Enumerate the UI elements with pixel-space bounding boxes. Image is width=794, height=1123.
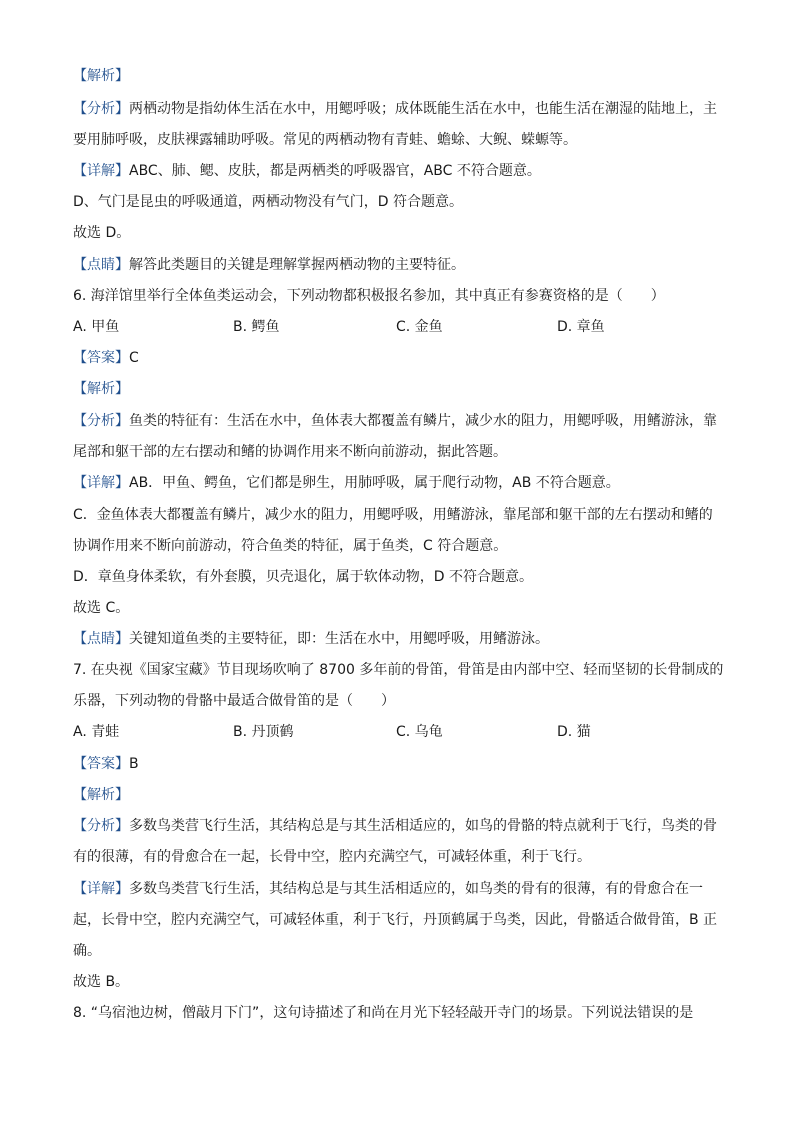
answer-value: B [129,756,139,772]
detail-paragraph [73,879,703,899]
text-line: 关键知道鱼类的主要特征，即：生活在水中，用鳃呼吸，用鳍游泳。 [129,631,549,647]
text-line: 鱼类的特征有：生活在水中，鱼体表大都覆盖有鳞片，减少水的阻力，用鳃呼吸，用鳍游泳，靠 [129,413,717,429]
analysis-paragraph [73,816,717,836]
analysis-heading: 【解析】 [73,787,129,803]
text-line: 多数鸟类营飞行生活，其结构总是与其生活相适应的，如鸟类的骨有的很薄，有的骨愈合在一 [129,881,703,897]
option-c: C. 乌龟 [396,724,443,740]
section-tag: 【详解】 [73,163,129,179]
option-d: D. 章鱼 [557,319,605,335]
answer-statement: 故选 C。 [73,600,130,616]
text-line: C．金鱼体表大都覆盖有鳞片，减少水的阻力，用鳃呼吸，用鳍游泳，靠尾部和躯干部的左右摆动和鳍的 [73,507,713,523]
question-stem-cont: 乐器，下列动物的骨骼中最适合做骨笛的是（ ） [73,693,395,709]
text-line: 协调作用来不断向前游动，符合鱼类的特征，属于鱼类，C 符合题意。 [73,538,508,554]
detail-paragraph [73,473,620,493]
analysis-paragraph [73,99,717,119]
key-point-paragraph [73,255,465,275]
section-tag: 【分析】 [73,101,129,117]
option-b: B. 鳄鱼 [233,319,280,335]
section-tag: 【答案】 [73,756,129,772]
question-stem: 6. 海洋馆里举行全体鱼类运动会，下列动物都积极报名参加，其中真正有参赛资格的是（ ） [73,288,665,304]
text-line: 起，长骨中空，腔内充满空气，可减轻体重，利于飞行，丹顶鹤属于鸟类，因此，骨骼适合做骨笛，B 正 [73,912,718,928]
text-line: 确。 [73,943,101,959]
text-line: D．章鱼身体柔软，有外套膜，贝壳退化，属于软体动物，D 不符合题意。 [73,569,534,585]
text-line: 解答此类题目的关键是理解掌握两栖动物的主要特征。 [129,257,465,273]
section-tag: 【分析】 [73,818,129,834]
text-line: 要用肺呼吸，皮肤裸露辅助呼吸。常见的两栖动物有青蛙、蟾蜍、大鲵、蝾螈等。 [73,132,577,148]
section-tag: 【答案】 [73,350,129,366]
text-line: 两栖动物是指幼体生活在水中，用鳃呼吸；成体既能生活在水中，也能生活在潮湿的陆地上，主 [129,101,717,117]
text-line: 尾部和躯干部的左右摆动和鳍的协调作用来不断向前游动，据此答题。 [73,444,507,460]
section-tag: 【点睛】 [73,631,129,647]
answer-paragraph [73,348,139,368]
option-a: A. 青蛙 [73,724,120,740]
section-tag: 【详解】 [73,881,129,897]
answer-paragraph [73,754,139,774]
option-b: B. 丹顶鹤 [233,724,294,740]
text-line: 有的很薄，有的骨愈合在一起，长骨中空，腔内充满空气，可减轻体重，利于飞行。 [73,849,591,865]
section-tag: 【分析】 [73,413,129,429]
text-line: AB．甲鱼、鳄鱼，它们都是卵生，用肺呼吸，属于爬行动物，AB 不符合题意。 [129,475,620,491]
option-a: A. 甲鱼 [73,319,120,335]
text-line: ABC、肺、鳃、皮肤，都是两栖类的呼吸器官，ABC 不符合题意。 [129,163,541,179]
section-tag: 【点睛】 [73,257,129,273]
analysis-paragraph [73,411,717,431]
option-d: D. 猫 [557,724,591,740]
section-tag: 【详解】 [73,475,129,491]
question-stem: 7. 在央视《国家宝藏》节目现场吹响了 8700 多年前的骨笛，骨笛是由内部中空、轻而坚韧的长骨制成的 [73,662,724,678]
text-line: 多数鸟类营飞行生活，其结构总是与其生活相适应的，如鸟的骨骼的特点就利于飞行，鸟类的骨 [129,818,717,834]
key-point-paragraph [73,629,549,649]
answer-statement: 故选 D。 [73,225,131,241]
option-c: C. 金鱼 [396,319,443,335]
text-line: D、气门是昆虫的呼吸通道，两栖动物没有气门，D 符合题意。 [73,194,464,210]
answer-value: C [129,350,139,366]
analysis-heading: 【解析】 [73,68,129,84]
detail-paragraph [73,161,541,181]
analysis-heading: 【解析】 [73,381,129,397]
question-stem: 8. “乌宿池边树，僧敲月下门”，这句诗描述了和尚在月光下轻轻敲开寺门的场景。下列说法错误的是 [73,1005,694,1021]
answer-statement: 故选 B。 [73,974,130,990]
